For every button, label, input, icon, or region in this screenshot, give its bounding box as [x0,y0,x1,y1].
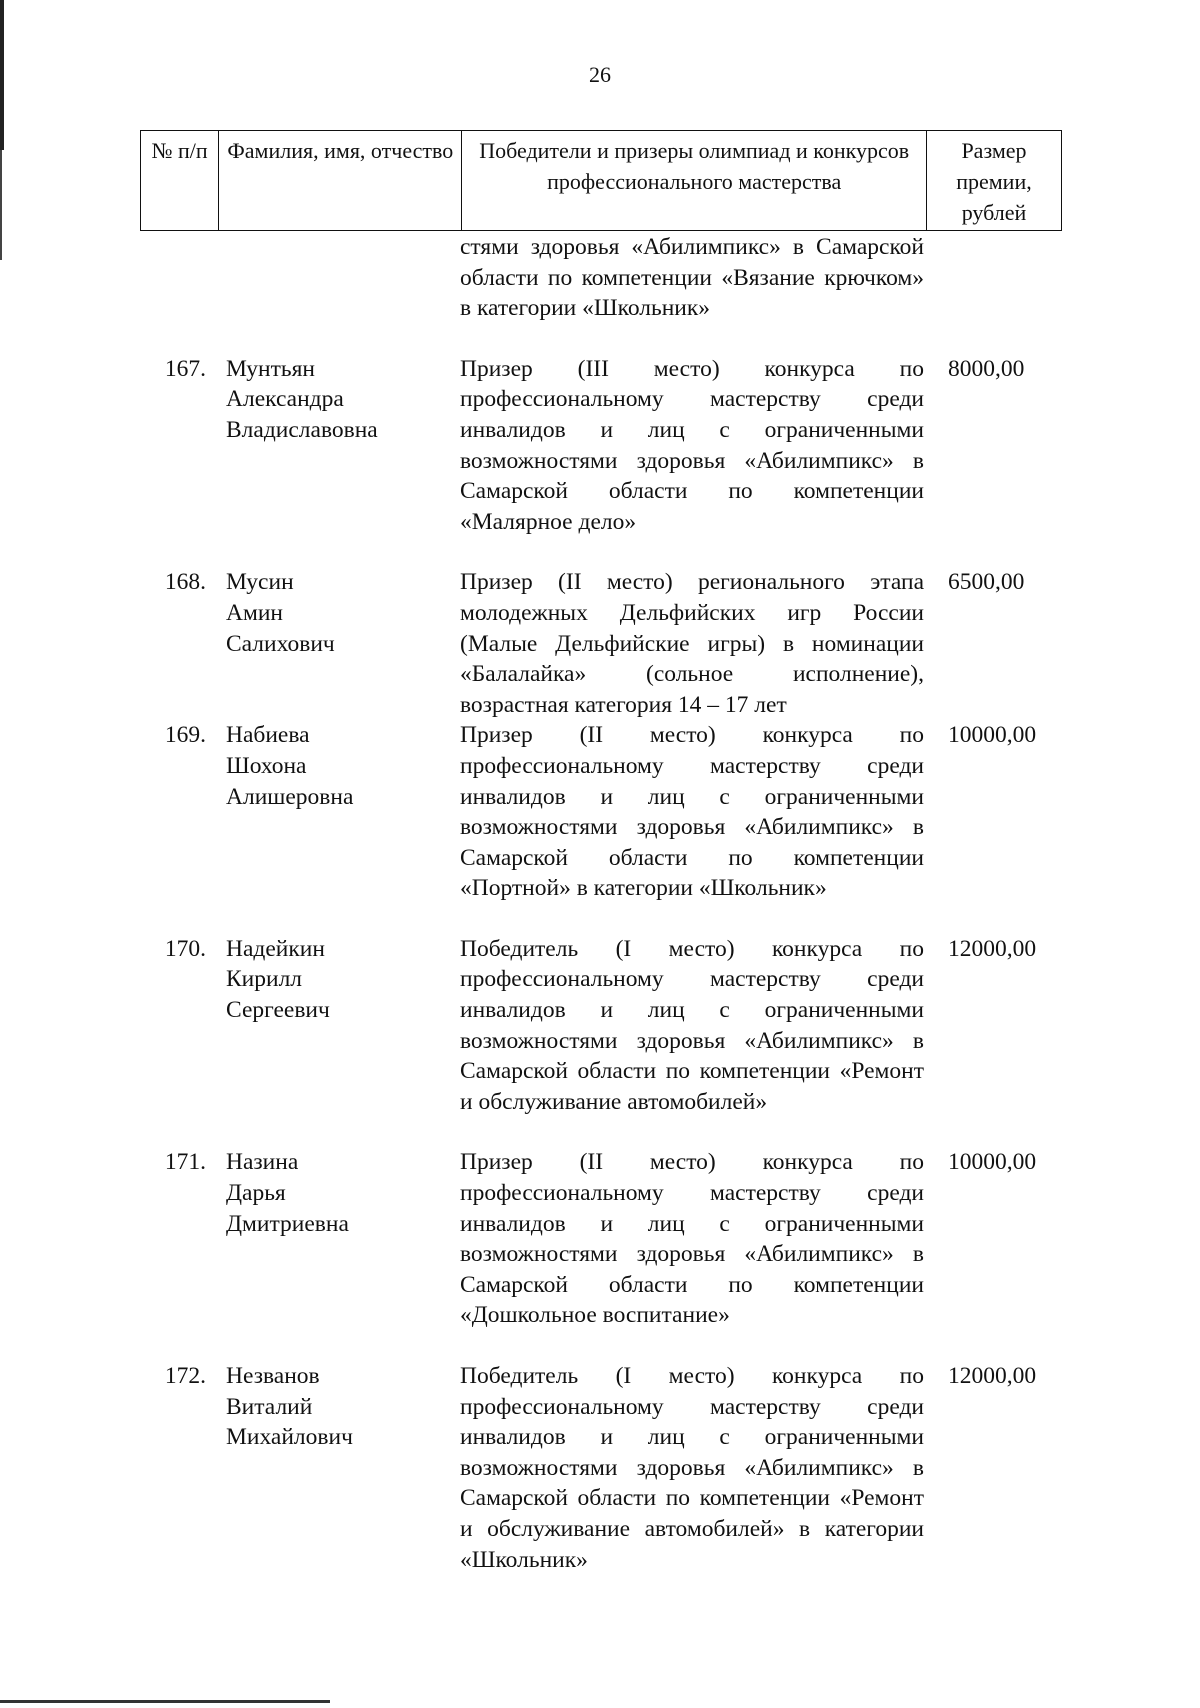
last-name: Мунтьян [226,355,316,382]
row-number: 171. [164,1149,206,1176]
row-number: 168. [164,569,206,596]
row-full-name [210,567,454,720]
row-amount: 8000,00 [948,355,1025,382]
table-body [140,232,1062,1575]
row-description: Призер (II место) конкурса по профессиональному мастерству среди инвалидов и лиц с ограниченными возможностями здоровья «Абилимпикс» в Самарской области по компетенции «Дошкольное воспитание» [460,1149,924,1329]
row-description: Призер (III место) конкурса по профессиональному мастерству среди инвалидов и лиц с ограниченными возможностями здоровья «Абилимпикс» в Самарской области по компетенции «Малярное дело» [460,355,924,535]
table-header [140,130,1062,231]
first-name: Амин [226,599,283,626]
table-row [140,354,1062,538]
last-name: Назина [226,1149,299,1176]
patronymic: Михайлович [226,1424,353,1451]
row-amount: 10000,00 [948,1149,1037,1176]
scan-edge-left-lower [0,150,2,260]
row-number: 172. [164,1363,206,1389]
row-number: 169. [164,722,206,749]
row-full-name [210,354,454,538]
last-name: Набиева [226,722,310,749]
first-name: Дарья [226,1180,286,1207]
table-row [140,720,1062,904]
table-row [140,1361,1062,1575]
page-number: 26 [589,62,611,87]
row-full-name [210,934,454,1118]
row-full-name [210,720,454,904]
patronymic: Салихович [226,630,335,657]
header-col-number: № п/п [141,131,219,231]
patronymic: Сергеевич [226,997,330,1024]
table-row [140,1147,1062,1331]
last-name: Надейкин [226,935,325,962]
row-amount: 12000,00 [948,935,1037,962]
row-description: Призер (II место) конкурса по профессиональному мастерству среди инвалидов и лиц с ограниченными возможностями здоровья «Абилимпикс» в Самарской области по компетенции «Портной» в категории «Школьник» [460,722,924,902]
row-number: 170. [164,935,206,962]
patronymic: Дмитриевна [226,1210,349,1237]
first-name: Шохона [226,752,307,779]
patronymic: Владиславовна [226,416,378,443]
row-amount: 10000,00 [948,722,1037,749]
table-row [140,567,1062,720]
scan-edge-bottom [0,1700,330,1703]
header-col-description: Победители и призеры олимпиад и конкурсов профессионального мастерства [462,131,927,231]
continuation-text: стями здоровья «Абилимпикс» в Самарской области по компетенции «Вязание крючком» в категории «Школьник» [460,234,924,322]
header-col-amount: Размер премии, рублей [926,131,1061,231]
continuation-row [140,232,1062,324]
row-number: 167. [164,355,206,382]
last-name: Незванов [226,1363,320,1389]
patronymic: Алишеровна [226,783,354,810]
row-description: Призер (II место) регионального этапа молодежных Дельфийских игр России (Малые Дельфийские игры) в номинации «Балалайка» (сольное исполнение), возрастная категория 14 – 17 лет [460,569,924,718]
last-name: Мусин [226,569,294,596]
row-amount: 12000,00 [948,1363,1037,1389]
first-name: Кирилл [226,966,303,993]
row-full-name [210,1147,454,1331]
row-full-name [210,1361,454,1575]
row-amount: 6500,00 [948,569,1025,596]
row-description: Победитель (I место) конкурса по профессиональному мастерству среди инвалидов и лиц с ограниченными возможностями здоровья «Абилимпикс» в Самарской области по компетенции «Ремонт и обслуживание автомобилей» в категории «Школьник» [460,1363,924,1573]
table-row [140,934,1062,1118]
first-name: Александра [226,386,344,413]
first-name: Виталий [226,1393,313,1420]
row-description: Победитель (I место) конкурса по профессиональному мастерству среди инвалидов и лиц с ограниченными возможностями здоровья «Абилимпикс» в Самарской области по компетенции «Ремонт и обслуживание автомобилей» [460,935,924,1115]
header-col-name: Фамилия, имя, отчество [219,131,462,231]
